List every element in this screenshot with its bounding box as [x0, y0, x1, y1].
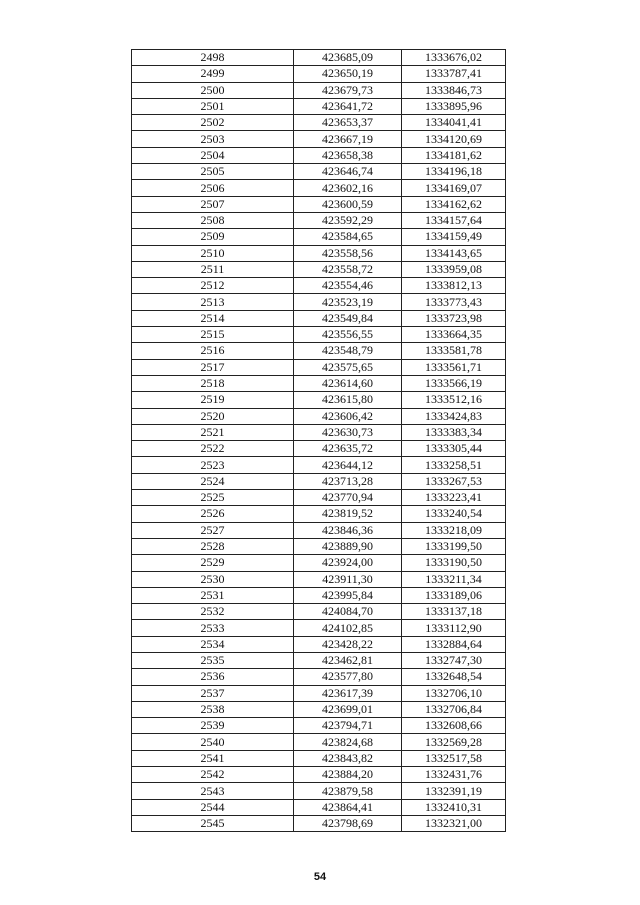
table-row [132, 98, 506, 114]
table-row [132, 229, 506, 245]
y-coordinate-cell: 1333267,53 [402, 473, 506, 489]
y-coordinate-cell: 1332608,66 [402, 718, 506, 734]
point-number-cell: 2525 [132, 490, 294, 506]
y-coordinate-cell: 1332706,84 [402, 701, 506, 717]
table-row [132, 652, 506, 668]
x-coordinate-cell: 423713,28 [294, 473, 402, 489]
page-number: 54 [313, 871, 327, 883]
y-coordinate-cell: 1332431,76 [402, 767, 506, 783]
x-coordinate-cell: 423924,00 [294, 555, 402, 571]
point-number-cell: 2534 [132, 636, 294, 652]
table-row [132, 457, 506, 473]
table-row [132, 538, 506, 554]
y-coordinate-cell: 1333189,06 [402, 587, 506, 603]
x-coordinate-cell: 423819,52 [294, 506, 402, 522]
y-coordinate-cell: 1333258,51 [402, 457, 506, 473]
table-row [132, 473, 506, 489]
table-row [132, 310, 506, 326]
y-coordinate-cell: 1333240,54 [402, 506, 506, 522]
table-row [132, 783, 506, 799]
x-coordinate-cell: 423879,58 [294, 783, 402, 799]
point-number-cell: 2507 [132, 196, 294, 212]
y-coordinate-cell: 1333959,08 [402, 261, 506, 277]
table-row [132, 555, 506, 571]
table-row [132, 669, 506, 685]
point-number-cell: 2544 [132, 799, 294, 815]
x-coordinate-cell: 423911,30 [294, 571, 402, 587]
point-number-cell: 2515 [132, 327, 294, 343]
x-coordinate-cell: 423523,19 [294, 294, 402, 310]
x-coordinate-cell: 423653,37 [294, 115, 402, 131]
point-number-cell: 2516 [132, 343, 294, 359]
table-row [132, 66, 506, 82]
point-number-cell: 2535 [132, 652, 294, 668]
y-coordinate-cell: 1334196,18 [402, 164, 506, 180]
x-coordinate-cell: 423843,82 [294, 750, 402, 766]
point-number-cell: 2522 [132, 441, 294, 457]
x-coordinate-cell: 423575,65 [294, 359, 402, 375]
y-coordinate-cell: 1334181,62 [402, 147, 506, 163]
table-row [132, 343, 506, 359]
table-row [132, 506, 506, 522]
table-row [132, 359, 506, 375]
x-coordinate-cell: 423699,01 [294, 701, 402, 717]
y-coordinate-cell: 1333676,02 [402, 50, 506, 66]
x-coordinate-cell: 423630,73 [294, 424, 402, 440]
table-row [132, 636, 506, 652]
point-number-cell: 2502 [132, 115, 294, 131]
x-coordinate-cell: 423884,20 [294, 767, 402, 783]
table-row [132, 424, 506, 440]
x-coordinate-cell: 423798,69 [294, 815, 402, 831]
point-number-cell: 2526 [132, 506, 294, 522]
point-number-cell: 2508 [132, 212, 294, 228]
x-coordinate-cell: 423995,84 [294, 587, 402, 603]
x-coordinate-cell: 424084,70 [294, 604, 402, 620]
y-coordinate-cell: 1333218,09 [402, 522, 506, 538]
y-coordinate-cell: 1334143,65 [402, 245, 506, 261]
point-number-cell: 2499 [132, 66, 294, 82]
y-coordinate-cell: 1334120,69 [402, 131, 506, 147]
point-number-cell: 2524 [132, 473, 294, 489]
y-coordinate-cell: 1333773,43 [402, 294, 506, 310]
x-coordinate-cell: 423644,12 [294, 457, 402, 473]
table-row [132, 815, 506, 831]
point-number-cell: 2505 [132, 164, 294, 180]
point-number-cell: 2530 [132, 571, 294, 587]
y-coordinate-cell: 1334162,62 [402, 196, 506, 212]
x-coordinate-cell: 423667,19 [294, 131, 402, 147]
x-coordinate-cell: 423577,80 [294, 669, 402, 685]
y-coordinate-cell: 1334169,07 [402, 180, 506, 196]
y-coordinate-cell: 1333112,90 [402, 620, 506, 636]
y-coordinate-cell: 1333561,71 [402, 359, 506, 375]
x-coordinate-cell: 423658,38 [294, 147, 402, 163]
y-coordinate-cell: 1332569,28 [402, 734, 506, 750]
y-coordinate-cell: 1333137,18 [402, 604, 506, 620]
point-number-cell: 2542 [132, 767, 294, 783]
x-coordinate-cell: 423556,55 [294, 327, 402, 343]
table-row [132, 571, 506, 587]
coordinates-table [131, 49, 506, 832]
y-coordinate-cell: 1332321,00 [402, 815, 506, 831]
y-coordinate-cell: 1333846,73 [402, 82, 506, 98]
y-coordinate-cell: 1333383,34 [402, 424, 506, 440]
x-coordinate-cell: 423558,72 [294, 261, 402, 277]
table-row [132, 604, 506, 620]
x-coordinate-cell: 423614,60 [294, 375, 402, 391]
table-row [132, 147, 506, 163]
point-number-cell: 2540 [132, 734, 294, 750]
x-coordinate-cell: 423615,80 [294, 392, 402, 408]
table-row [132, 408, 506, 424]
point-number-cell: 2519 [132, 392, 294, 408]
x-coordinate-cell: 423794,71 [294, 718, 402, 734]
y-coordinate-cell: 1333664,35 [402, 327, 506, 343]
point-number-cell: 2518 [132, 375, 294, 391]
y-coordinate-cell: 1332747,30 [402, 652, 506, 668]
x-coordinate-cell: 423548,79 [294, 343, 402, 359]
x-coordinate-cell: 423462,81 [294, 652, 402, 668]
point-number-cell: 2545 [132, 815, 294, 831]
point-number-cell: 2520 [132, 408, 294, 424]
table-row [132, 718, 506, 734]
point-number-cell: 2527 [132, 522, 294, 538]
y-coordinate-cell: 1333723,98 [402, 310, 506, 326]
table-row [132, 261, 506, 277]
table-row [132, 587, 506, 603]
point-number-cell: 2506 [132, 180, 294, 196]
x-coordinate-cell: 423549,84 [294, 310, 402, 326]
y-coordinate-cell: 1334159,49 [402, 229, 506, 245]
point-number-cell: 2532 [132, 604, 294, 620]
y-coordinate-cell: 1332391,19 [402, 783, 506, 799]
point-number-cell: 2512 [132, 278, 294, 294]
y-coordinate-cell: 1332517,58 [402, 750, 506, 766]
point-number-cell: 2521 [132, 424, 294, 440]
table-row [132, 278, 506, 294]
x-coordinate-cell: 423558,56 [294, 245, 402, 261]
point-number-cell: 2517 [132, 359, 294, 375]
y-coordinate-cell: 1333223,41 [402, 490, 506, 506]
table-row [132, 734, 506, 750]
y-coordinate-cell: 1334157,64 [402, 212, 506, 228]
x-coordinate-cell: 423602,16 [294, 180, 402, 196]
point-number-cell: 2528 [132, 538, 294, 554]
y-coordinate-cell: 1332884,64 [402, 636, 506, 652]
table-row [132, 196, 506, 212]
y-coordinate-cell: 1332706,10 [402, 685, 506, 701]
table-row [132, 212, 506, 228]
x-coordinate-cell: 423679,73 [294, 82, 402, 98]
x-coordinate-cell: 423824,68 [294, 734, 402, 750]
table-row [132, 490, 506, 506]
table-row [132, 685, 506, 701]
table-row [132, 392, 506, 408]
table-row [132, 327, 506, 343]
y-coordinate-cell: 1333566,19 [402, 375, 506, 391]
table-row [132, 294, 506, 310]
table-row [132, 82, 506, 98]
y-coordinate-cell: 1332648,54 [402, 669, 506, 685]
x-coordinate-cell: 424102,85 [294, 620, 402, 636]
y-coordinate-cell: 1333787,41 [402, 66, 506, 82]
point-number-cell: 2509 [132, 229, 294, 245]
x-coordinate-cell: 423554,46 [294, 278, 402, 294]
coordinates-table-body [132, 50, 506, 832]
point-number-cell: 2539 [132, 718, 294, 734]
point-number-cell: 2541 [132, 750, 294, 766]
y-coordinate-cell: 1333199,50 [402, 538, 506, 554]
table-row [132, 620, 506, 636]
x-coordinate-cell: 423889,90 [294, 538, 402, 554]
x-coordinate-cell: 423617,39 [294, 685, 402, 701]
y-coordinate-cell: 1333424,83 [402, 408, 506, 424]
table-row [132, 522, 506, 538]
point-number-cell: 2501 [132, 98, 294, 114]
point-number-cell: 2503 [132, 131, 294, 147]
x-coordinate-cell: 423635,72 [294, 441, 402, 457]
point-number-cell: 2500 [132, 82, 294, 98]
x-coordinate-cell: 423864,41 [294, 799, 402, 815]
y-coordinate-cell: 1334041,41 [402, 115, 506, 131]
table-row [132, 375, 506, 391]
table-row [132, 767, 506, 783]
y-coordinate-cell: 1333305,44 [402, 441, 506, 457]
x-coordinate-cell: 423685,09 [294, 50, 402, 66]
y-coordinate-cell: 1333895,96 [402, 98, 506, 114]
x-coordinate-cell: 423592,29 [294, 212, 402, 228]
x-coordinate-cell: 423770,94 [294, 490, 402, 506]
table-row [132, 750, 506, 766]
table-row [132, 441, 506, 457]
y-coordinate-cell: 1333581,78 [402, 343, 506, 359]
x-coordinate-cell: 423646,74 [294, 164, 402, 180]
point-number-cell: 2531 [132, 587, 294, 603]
point-number-cell: 2538 [132, 701, 294, 717]
point-number-cell: 2498 [132, 50, 294, 66]
point-number-cell: 2533 [132, 620, 294, 636]
table-row [132, 701, 506, 717]
x-coordinate-cell: 423584,65 [294, 229, 402, 245]
table-row [132, 180, 506, 196]
y-coordinate-cell: 1333190,50 [402, 555, 506, 571]
point-number-cell: 2529 [132, 555, 294, 571]
x-coordinate-cell: 423641,72 [294, 98, 402, 114]
x-coordinate-cell: 423600,59 [294, 196, 402, 212]
y-coordinate-cell: 1333812,13 [402, 278, 506, 294]
point-number-cell: 2523 [132, 457, 294, 473]
y-coordinate-cell: 1333512,16 [402, 392, 506, 408]
table-row [132, 245, 506, 261]
table-row [132, 799, 506, 815]
point-number-cell: 2511 [132, 261, 294, 277]
point-number-cell: 2513 [132, 294, 294, 310]
point-number-cell: 2536 [132, 669, 294, 685]
table-row [132, 50, 506, 66]
x-coordinate-cell: 423428,22 [294, 636, 402, 652]
table-row [132, 115, 506, 131]
point-number-cell: 2543 [132, 783, 294, 799]
x-coordinate-cell: 423650,19 [294, 66, 402, 82]
x-coordinate-cell: 423846,36 [294, 522, 402, 538]
x-coordinate-cell: 423606,42 [294, 408, 402, 424]
point-number-cell: 2537 [132, 685, 294, 701]
table-row [132, 131, 506, 147]
y-coordinate-cell: 1332410,31 [402, 799, 506, 815]
y-coordinate-cell: 1333211,34 [402, 571, 506, 587]
point-number-cell: 2504 [132, 147, 294, 163]
point-number-cell: 2510 [132, 245, 294, 261]
table-row [132, 164, 506, 180]
point-number-cell: 2514 [132, 310, 294, 326]
